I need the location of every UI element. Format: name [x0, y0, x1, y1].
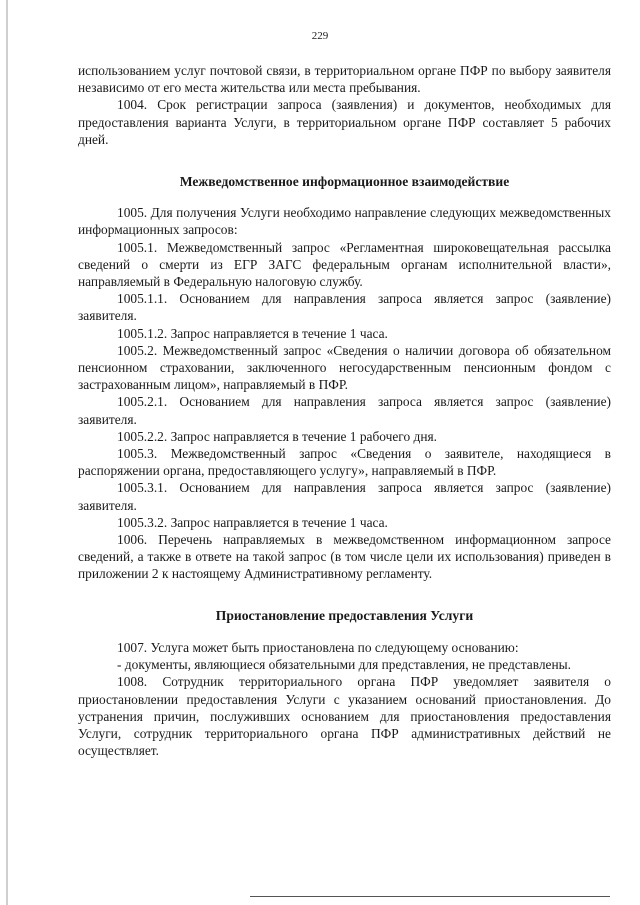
- section-heading-interagency: Межведомственное информационное взаимодействие: [179, 174, 510, 190]
- bottom-divider: [250, 896, 610, 897]
- section-heading-suspension: Приостановление предоставления Услуги: [215, 607, 474, 623]
- paragraph-1005-3: 1005.3. Межведомственный запрос «Сведения о заявителе, находящиеся в распоряжении органа, предоставляющего услугу», направляемый в ПФР.: [78, 446, 611, 479]
- paragraph-1005-2-1: 1005.2.1. Основанием для направления запроса является запрос (заявление) заявителя.: [78, 394, 611, 427]
- paragraph-1005-1-1: 1005.1.1. Основанием для направления запроса является запрос (заявление) заявителя.: [78, 291, 611, 324]
- paragraph-1008: 1008. Сотрудник территориального органа ПФР уведомляет заявителя о приостановлении предоставления Услуги с указанием оснований приостановления. До устранения причин, послуживших основанием для приостановления предоставления Услуги, сотрудник территориального органа ПФР административных действий не осуществляет.: [78, 674, 611, 759]
- paragraph-1005-1-2: 1005.1.2. Запрос направляется в течение 1 часа.: [117, 325, 388, 341]
- paragraph-continuation: использованием услуг почтовой связи, в территориальном органе ПФР по выбору заявителя независимо от его места жительства или места пребывания.: [78, 63, 611, 96]
- paragraph-1006: 1006. Перечень направляемых в межведомственном информационном запросе сведений, а также в ответе на такой запрос (в том числе цели их использования) приведен в приложении 2 к настоящему Административному регламенту.: [78, 532, 611, 582]
- paragraph-1004: 1004. Срок регистрации запроса (заявления) и документов, необходимых для предоставления варианта Услуги, в территориальном органе ПФР составляет 5 рабочих дней.: [78, 97, 611, 147]
- paragraph-1005-2: 1005.2. Межведомственный запрос «Сведения о наличии договора об обязательном пенсионном страховании, заключенного негосударственным пенсионным фондом с застрахованным лицом», направляемый в ПФР.: [78, 342, 611, 393]
- paragraph-1005-3-2: 1005.3.2. Запрос направляется в течение 1 часа.: [117, 514, 388, 530]
- paragraph-1005-2-2: 1005.2.2. Запрос направляется в течение 1 рабочего дня.: [117, 428, 437, 444]
- paragraph-1005-1: 1005.1. Межведомственный запрос «Регламентная широковещательная рассылка сведений о смерти из ЕГР ЗАГС федеральным органам исполнительной власти», направляемый в Федеральную налоговую службу.: [78, 239, 611, 290]
- page-number: 229: [311, 30, 329, 42]
- paragraph-1005-3-1: 1005.3.1. Основанием для направления запроса является запрос (заявление) заявителя.: [78, 480, 611, 513]
- paragraph-1007: 1007. Услуга может быть приостановлена по следующему основанию:: [117, 639, 519, 655]
- paragraph-1007-item: - документы, являющиеся обязательными для представления, не представлены.: [117, 657, 571, 673]
- page-edge: [6, 0, 8, 905]
- paragraph-1005: 1005. Для получения Услуги необходимо направление следующих межведомственных информационных запросов:: [78, 205, 611, 238]
- document-body: [78, 62, 611, 759]
